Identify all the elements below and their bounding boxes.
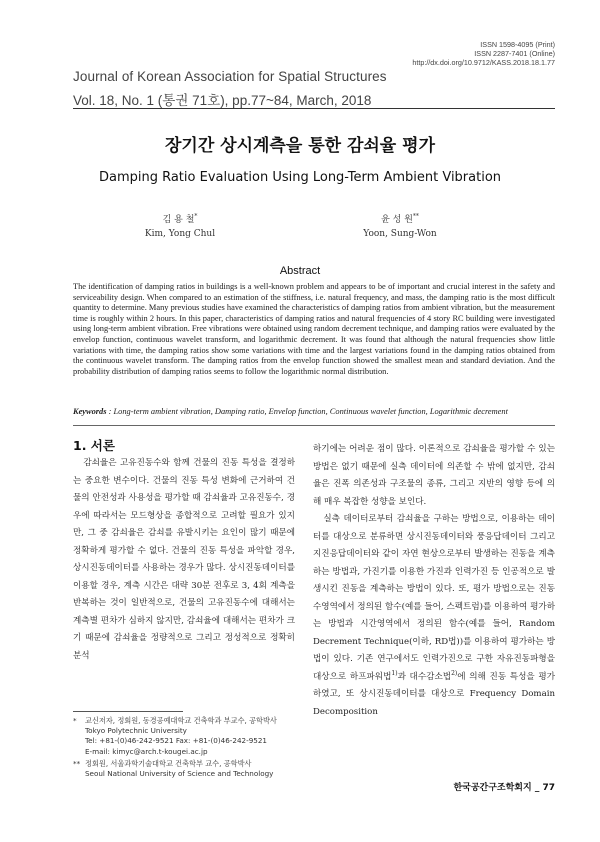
footnote-2	[73, 759, 293, 779]
paper-title-korean: 장기간 상시계측을 통한 감쇠율 평가	[164, 136, 435, 156]
abstract-heading: Abstract	[279, 265, 321, 277]
keywords	[73, 407, 555, 416]
issn-online: ISSN 2287-7401 (Online)	[474, 49, 555, 58]
author-2-mark: **	[412, 213, 419, 220]
issn-print: ISSN 1598-4095 (Print)	[480, 40, 555, 49]
author-2-name-en: Yoon, Sung-Won	[363, 229, 437, 239]
doi-link[interactable]: http://dx.doi.org/10.9712/KASS.2018.18.1.77	[412, 58, 555, 67]
right-paragraph-2b: 과 대수감소법	[397, 671, 452, 682]
right-paragraph-2c: 에 의해 진동 특성을 평가하였고, 또 상시진동데이터를 대상으로 Frequency Domain Decomposition	[313, 671, 555, 717]
page-footer: 한국공간구조학회지 _ 77	[453, 783, 555, 793]
journal-name: Journal of Korean Association for Spatial Structures	[73, 69, 387, 84]
author-2-name-ko: 윤 성 원	[381, 215, 413, 225]
author-1-mark: *	[194, 213, 198, 220]
paper-title-english: Damping Ratio Evaluation Using Long-Term Ambient Vibration	[98, 170, 502, 185]
right-paragraph-2	[313, 511, 555, 721]
author-1	[110, 212, 250, 239]
footnote-1-line-4[interactable]: E-mail: kimyc@arch.t-kougei.ac.jp	[85, 746, 208, 756]
issn-block	[412, 40, 555, 67]
footnote-1-line-1: 교신저자, 정회원, 동경공예대학교 건축학과 부교수, 공학박사	[85, 716, 277, 725]
keywords-label: Keywords	[73, 407, 107, 416]
author-1-name-ko: 김 용 철	[162, 215, 195, 225]
left-column	[73, 455, 295, 665]
journal-issue: Vol. 18, No. 1 (통권 71호), pp.77~84, March, 2018	[73, 93, 372, 108]
keywords-rule	[73, 425, 555, 426]
right-column	[313, 441, 555, 721]
citation-2: 2)	[451, 669, 458, 677]
author-2	[330, 212, 470, 239]
footnote-2-line-2: Seoul National University of Science and Technology	[85, 769, 274, 779]
keywords-text: : Long-term ambient vibration, Damping ratio, Envelop function, Continuous wavelet function, Logarithmic decrement	[106, 407, 508, 416]
section-1-title: 1. 서론	[73, 438, 115, 453]
author-1-name-en: Kim, Yong Chul	[144, 229, 216, 239]
right-paragraph-1: 하기에는 어려운 점이 많다. 이론적으로 감쇠율을 평가할 수 있는 방법은 없기 때문에 실측 데이터에 의존할 수 밖에 없지만, 감쇠율은 진폭 의존성과 구조물의 종류, 그리고 지반의 영향 등에 의해 매우 복잡한 성향을 보인다.	[313, 444, 555, 507]
footnote-1-line-3: Tel: +81-(0)46-242-9521 Fax: +81-(0)46-242-9521	[85, 736, 267, 746]
footnote-2-mark: **	[73, 759, 81, 768]
header-rule	[73, 108, 555, 109]
footnote-1-mark: *	[73, 716, 77, 725]
footnote-2-line-1: 정회원, 서울과학기술대학교 건축학부 교수, 공학박사	[85, 759, 252, 768]
citation-1: 1)	[391, 669, 398, 677]
footnote-rule	[73, 711, 183, 712]
footnote-1-line-2: Tokyo Polytechnic University	[85, 726, 187, 736]
right-paragraph-2a: 실측 데이터로부터 감쇠율을 구하는 방법으로, 이용하는 데이터를 대상으로 분류하면 상시진동데이터와 풍응답데이터 그리고 지진응답데이터와 같이 자연 현상으로부터 발생하는 진동을 계측하는 방법과, 가진기를 이용한 가진과 인력가진 등 인공적으로 발생시킨 진동을 계측하는 방법이 있다. 또, 평가 방법으로는 진동수영역에서 정의된 함수(예를 들어, 스펙트럼)를 이용하여 평가하는 방법과 시간영역에서 정의된 함수(예를 들어, Random Decrement Technique(이하, RD법))를 이용하여 평가하는 방법이 있다. 기존 연구에서도 인력가진으로 구한 자유진동파형을 대상으로 하프파워법	[313, 514, 555, 682]
left-paragraph-1: 감쇠율은 고유진동수와 함께 건물의 진동 특성을 결정하는 중요한 변수이다. 건물의 진동 특성 변화에 근거하여 건물의 안전성과 사용성을 평가할 때 감쇠율과 고유진동수, 경우에 따라서는 모드형상을 종합적으로 고려할 필요가 있지만, 그 중 감쇠율은 감쇠를 유발시키는 요인이 많기 때문에 정확하게 평가할 수 없다. 건물의 진동 특성을 파악할 경우, 상시진동데이터를 사용하는 경우가 많다. 상시진동데이터를 이용할 경우, 계측 시간은 대략 30분 전후로 3, 4회 계측을 반복하는 것이 일반적으로, 건물의 고유진동수에 대해서는 계측별 편차가 심하지 않지만, 감쇠율에 대해서는 편차가 크기 때문에 감쇠율을 정량적으로 그리고 정성적으로 정확히 분석	[73, 458, 295, 661]
abstract-text: The identification of damping ratios in buildings is a well-known problem and appears to be of important and crucial interest in the safety and serviceability design. When compared to an estimation of the stiffness, i.e. natural frequency, and mass, the damping ratio is the most difficult quantity to determine. Many previous studies have examined the characteristics of damping ratios from ambient vibration, but the measurement time is roughly within 2 hours. In this paper, characteristics of damping ratios and natural frequencies of 4 story RC building were investigated using long-term ambient vibration. Free vibrations were obtained using random decrement technique, and damping ratios were evaluated by the envelop function, continuous wavelet transform, and logarithmic decrement. It was found that although the natural frequencies show little variations with time, the damping ratios show some variations with time and the largest variations found in the damping ratios obtained from the continuous wavelet transform. The damping ratios from the envelop function showed the smallest mean and standard deviation. And the probability distribution of damping ratios seems to follow the logarithmic normal distribution.	[73, 282, 555, 376]
footnote-1	[73, 716, 293, 757]
